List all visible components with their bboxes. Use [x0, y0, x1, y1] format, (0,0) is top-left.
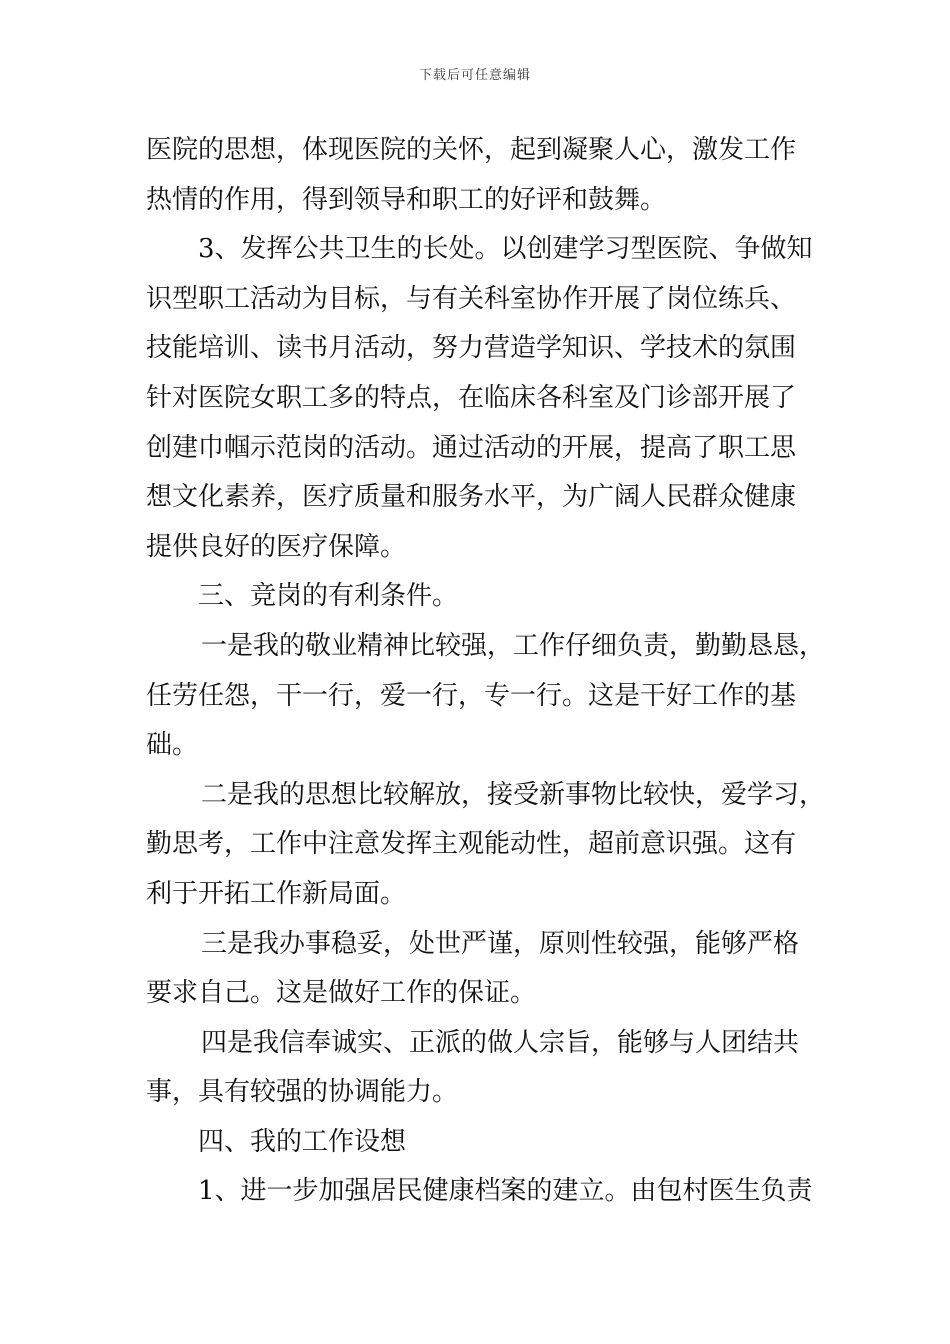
text-line: 利于开拓工作新局面。: [146, 878, 407, 909]
text-line: 技能培训、读书月活动，努力营造学知识、学技术的氛围: [146, 333, 797, 364]
paragraph-first-line: 一是我的敬业精神比较强，工作仔细负责，勤勤恳恳，: [201, 630, 826, 661]
section-heading: 四、我的工作设想: [198, 1126, 407, 1157]
page-header: 下载后可任意编辑: [418, 68, 531, 83]
text-line: 勤思考，工作中注意发挥主观能动性，超前意识强。这有: [146, 829, 797, 860]
paragraph-first-line: 三是我办事稳妥，处世严谨，原则性较强，能够严格: [201, 928, 800, 959]
paragraph-first-line: 二是我的思想比较解放，接受新事物比较快，爱学习，: [201, 779, 826, 810]
text-line: 想文化素养，医疗质量和服务水平，为广阔人民群众健康: [146, 482, 797, 513]
text-line: 要求自己。这是做好工作的保证。: [146, 978, 537, 1009]
paragraph-first-line: 3、发挥公共卫生的长处。以创建学习型医院、争做知: [198, 234, 813, 265]
paragraph-first-line: 四是我信奉诚实、正派的做人宗旨，能够与人团结共: [201, 1027, 800, 1058]
text-line: 创建巾帼示范岗的活动。通过活动的开展，提高了职工思: [146, 432, 797, 463]
section-heading: 三、竞岗的有利条件。: [198, 581, 459, 612]
text-line: 热情的作用，得到领导和职工的好评和鼓舞。: [146, 184, 667, 215]
text-line: 识型职工活动为目标，与有关科室协作开展了岗位练兵、: [146, 283, 797, 314]
text-line: 础。: [146, 730, 199, 761]
text-line: 任劳任怨，干一行，爱一行，专一行。这是干好工作的基: [146, 680, 797, 711]
paragraph-first-line: 1、进一步加强居民健康档案的建立。由包村医生负责: [198, 1176, 813, 1207]
text-line: 提供良好的医疗保障。: [146, 531, 407, 562]
text-line: 医院的思想，体现医院的关怀，起到凝聚人心，激发工作: [146, 135, 797, 165]
text-line: 事，具有较强的协调能力。: [146, 1077, 459, 1108]
text-line: 针对医院女职工多的特点，在临床各科室及门诊部开展了: [146, 382, 797, 413]
document-body: [146, 126, 826, 1217]
